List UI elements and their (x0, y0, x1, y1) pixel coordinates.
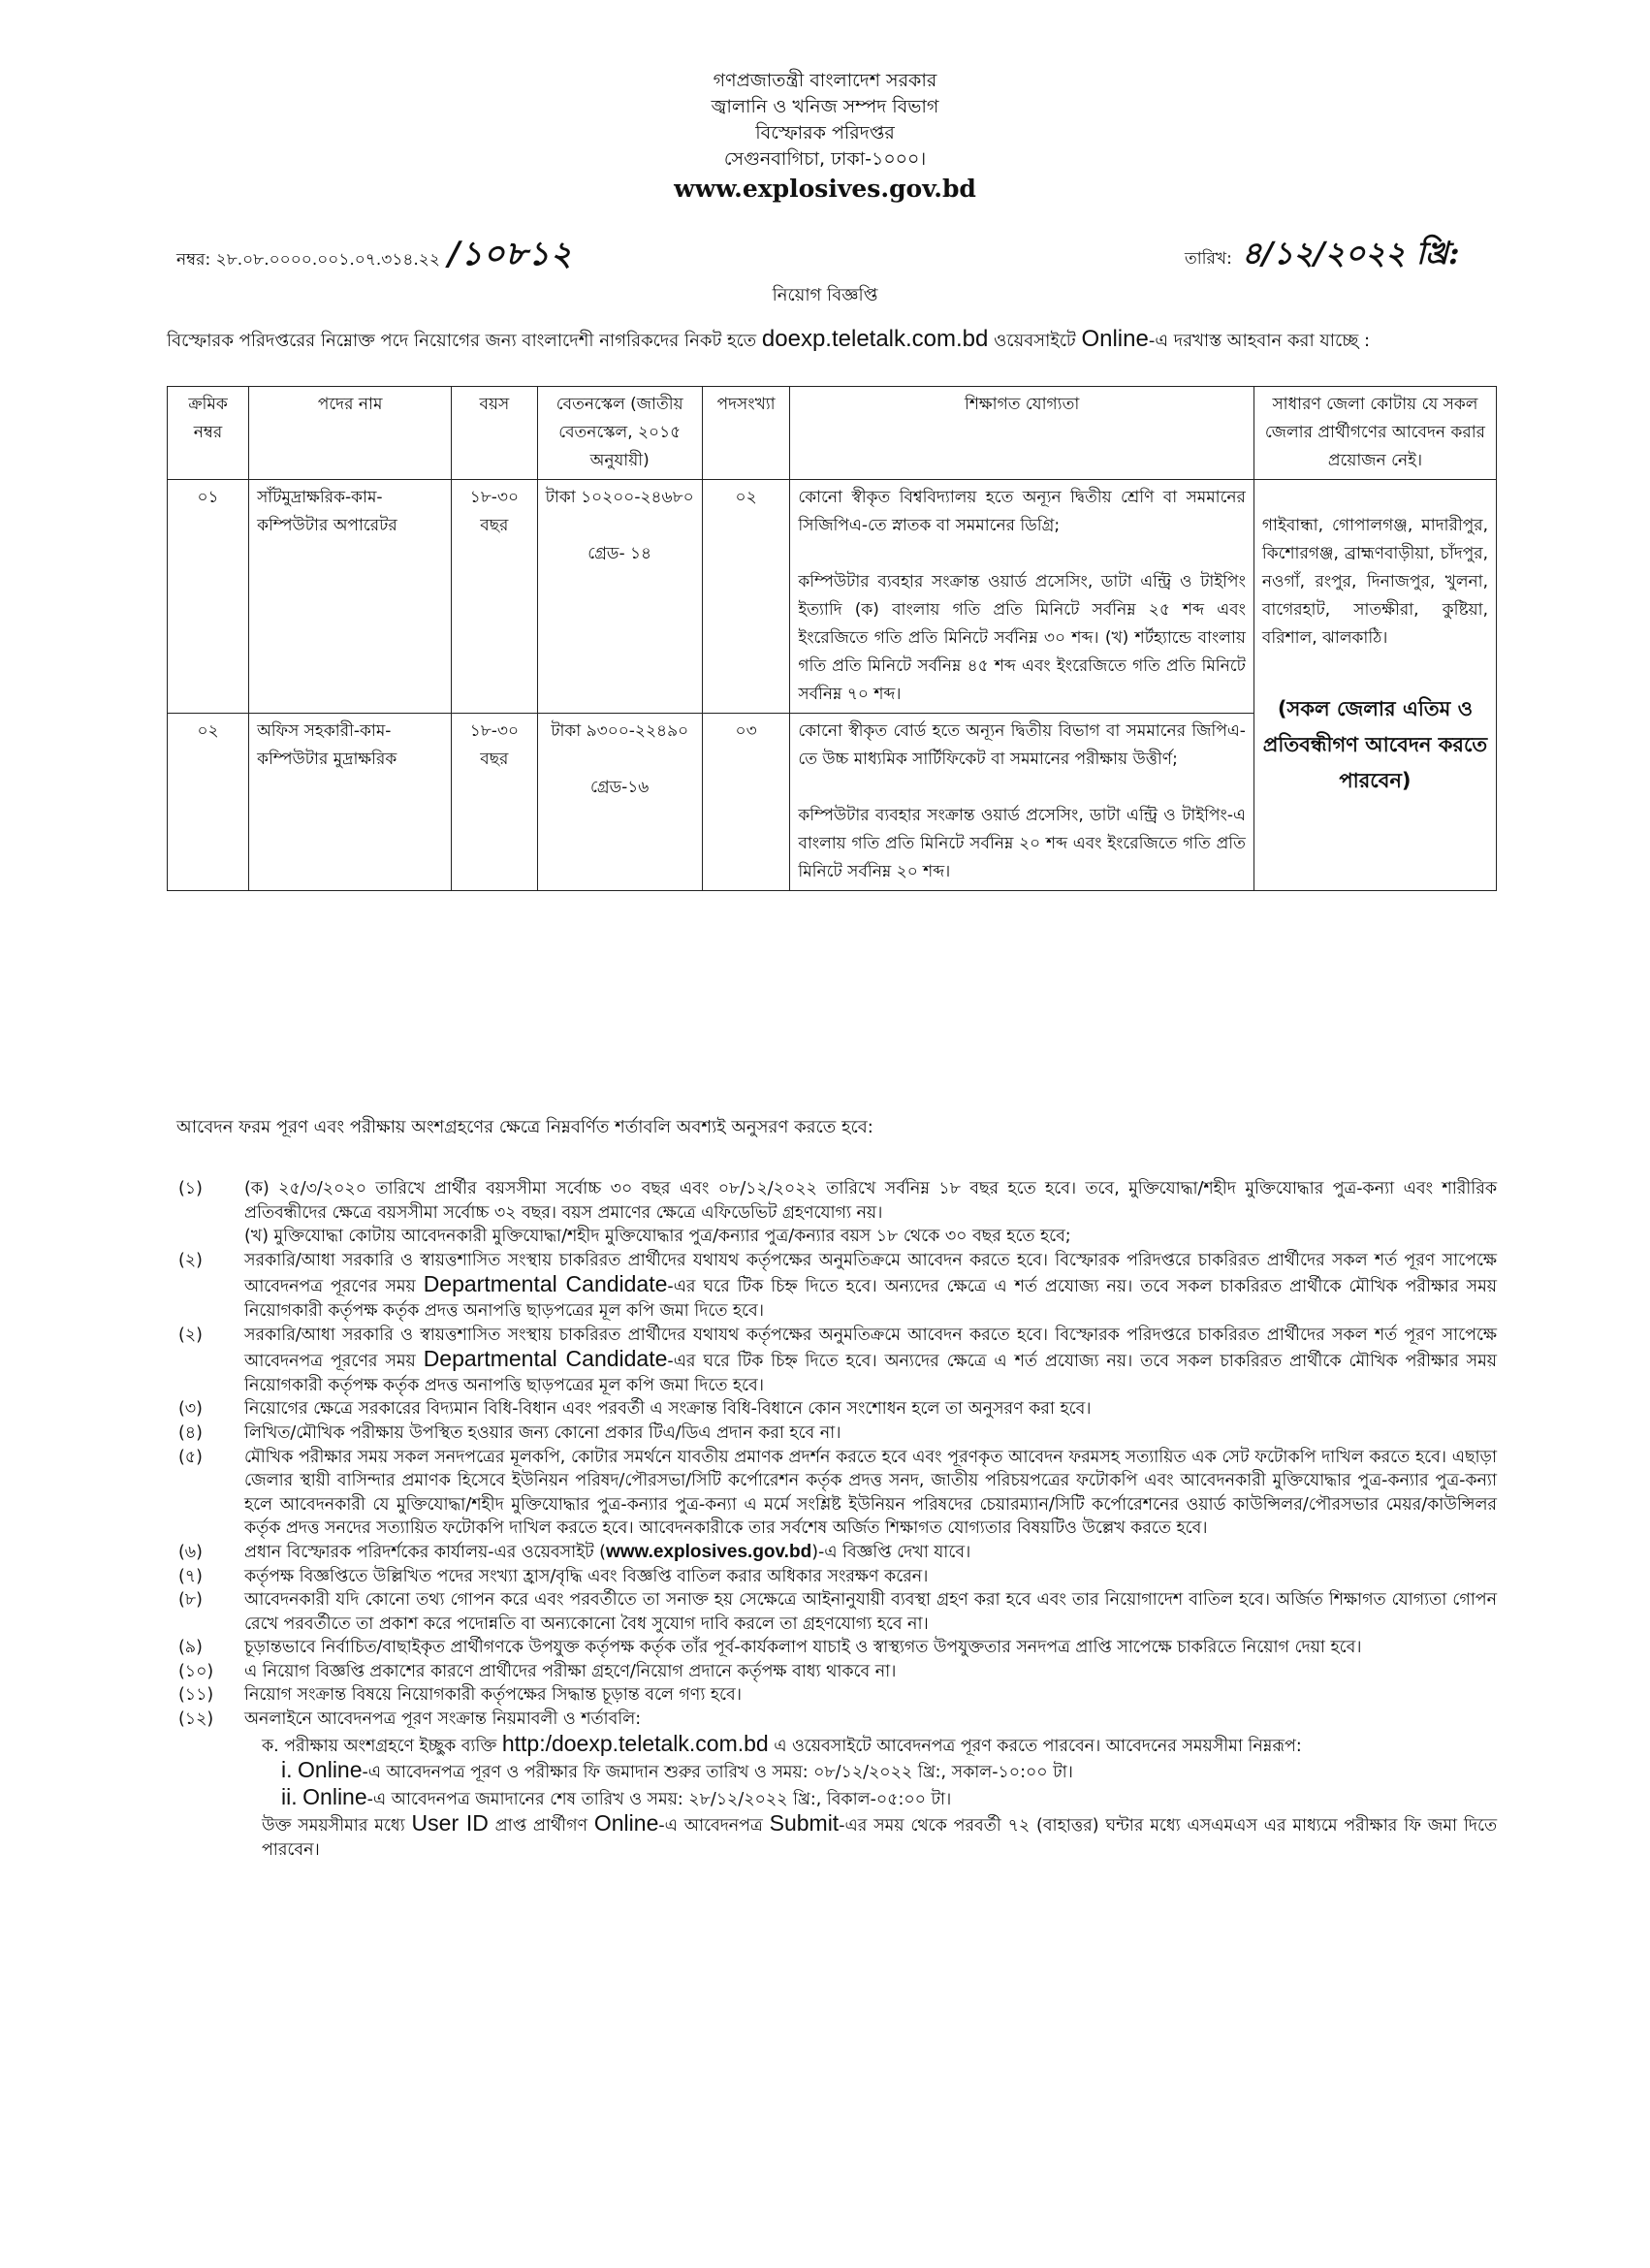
condition-6-pre: প্রধান বিস্ফোরক পরিদর্শকের কার্যালয়-এর ওয়েবসাইট ( (244, 1542, 606, 1562)
quota-note: (সকল জেলার এতিম ও প্রতিবন্ধীগণ আবেদন করতে পারবেন) (1262, 697, 1488, 792)
explosives-website-link[interactable]: www.explosives.gov.bd (605, 1541, 812, 1562)
col-quota: সাধারণ জেলা কোটায় যে সকল জেলার প্রার্থীগণের আবেদন করার প্রয়োজন নেই। (1253, 387, 1496, 480)
condition-number: (১১) (178, 1685, 214, 1706)
memo-label: নম্বর: ২৮.০৮.০০০০.০০১.০৭.৩১৪.২২ (176, 250, 440, 270)
memo-number (176, 229, 573, 284)
condition-item (167, 1636, 1497, 1660)
division-name: জ্বালানি ও খনিজ সম্পদ বিভাগ (711, 96, 939, 117)
condition-number: (৯) (178, 1638, 203, 1658)
row-qualification-cell (790, 480, 1254, 714)
ka-pre: ক. পরীক্ষায় অংশগ্রহণে ইচ্ছুক ব্যক্তি (262, 1736, 502, 1756)
quota-districts: গাইবান্ধা, গোপালগঞ্জ, মাদারীপুর, কিশোরগঞ্জ, ব্রাহ্মণবাড়ীয়া, চাঁদপুর, নওগাঁ, রংপুর, দিনাজপুর, খুলনা, বাগেরহাট, সাতক্ষীরা, কুষ্টিয়া, বরিশাল, ঝালকাঠি। (1261, 516, 1488, 648)
col-post: পদের নাম (249, 387, 452, 480)
table-header-row (168, 387, 1497, 480)
condition-item (167, 1397, 1497, 1421)
letterhead (0, 68, 1650, 206)
condition-12-ii (244, 1785, 1497, 1812)
intro-mid: ওয়েবসাইটে (988, 331, 1082, 351)
u-submit: Submit (769, 1810, 840, 1837)
condition-text: মৌখিক পরীক্ষার সময় সকল সনদপত্রের মূলকপি, কোটার সমর্থনে যাবতীয় প্রমাণক প্রদর্শন করতে হবে এবং পূরণকৃত আবেদন ফরমসহ সত্যায়িত এক সেট ফটোকপি দাখিল করতে হবে। এছাড়া জেলার স্থায়ী বাসিন্দার প্রমাণক হিসেবে ইউনিয়ন পরিষদ/পৌরসভা/সিটি কর্পোরেশন কর্তৃক প্রদত্ত সনদ, জাতীয় পরিচয়পত্রের ফটোকপি এবং আবেদনকারী মুক্তিযোদ্ধার পুত্র-কন্যার পুত্র-কন্যা হলে আবেদনকারী যে মুক্তিযোদ্ধা/শহীদ মুক্তিযোদ্ধার পুত্র-কন্যার পুত্র-কন্যা এ মর্মে সংশ্লিষ্ট ইউনিয়ন পরিষদের চেয়ারম্যান/সিটি কর্পোরেশনের ওয়ার্ড কাউন্সিলর/পৌরসভার মেয়র/কাউন্সিলর কর্তৃক প্রদত্ত সনদের সত্যায়িত ফটোকপি দাখিল করতে হবে। আবেদনকারীকে তার সর্বশেষ অর্জিত শিক্ষাগত যোগ্যতার বিষয়টিও উল্লেখ করতে হবে। (244, 1447, 1497, 1539)
row-count: ০২ (702, 480, 790, 714)
condition-12-ka (244, 1732, 1497, 1759)
header-website: www.explosives.gov.bd (674, 175, 976, 203)
condition-number: (২) (178, 1325, 203, 1345)
teletalk-link[interactable]: http:/doexp.teletalk.com.bd (501, 1730, 769, 1756)
row-serial: ০১ (168, 480, 249, 714)
condition-number: (৫) (178, 1447, 203, 1467)
intro-pre: বিস্ফোরক পরিদপ্তরের নিম্নোক্ত পদে নিয়োগের জন্য বাংলাদেশী নাগরিকদের নিকট হতে (167, 331, 762, 351)
condition-number: (৬) (178, 1542, 203, 1562)
col-age: বয়স (452, 387, 537, 480)
condition-item (167, 1324, 1497, 1398)
condition-item (167, 1421, 1497, 1446)
condition-item (167, 1565, 1497, 1589)
row-qualification-1: কোনো স্বীকৃত বিশ্ববিদ্যালয় হতে অন্যূন দ্বিতীয় শ্রেণি বা সমমানের সিজিপিএ-তে স্নাতক বা সমমানের ডিগ্রি; (798, 488, 1246, 535)
condition-text: নিয়োগ সংক্রান্ত বিষয়ে নিয়োগকারী কর্তৃপক্ষের সিদ্ধান্ত চূড়ান্ত বলে গণ্য হবে। (244, 1685, 742, 1706)
u-mid2: -এ আবেদনপত্র (658, 1816, 770, 1837)
condition-2-post: -এর ঘরে টিক চিহ্ন দিতে হবে। অন্যদের ক্ষেত্রে এ শর্ত প্রযোজ্য নয়। তবে সকল চাকরিরত প্রার্থীকে মৌখিক পরীক্ষার সময় নিয়োগকারী কর্তৃপক্ষ কর্তৃক প্রদত্ত অনাপত্তি ছাড়পত্রের মূল কপি জমা দিতে হবে। (244, 1352, 1497, 1395)
row-post: সাঁটমুদ্রাক্ষরিক-কাম-কম্পিউটার অপারেটর (249, 480, 452, 714)
conditions-list (167, 1177, 1497, 1863)
date-handwritten: ৪/১২/২০২২ খ্রি: (1241, 235, 1460, 272)
row-scale: টাকা ৯৩০০-২২৪৯০ (551, 721, 689, 741)
col-count: পদসংখ্যা (702, 387, 790, 480)
condition-number: (৮) (178, 1590, 203, 1611)
condition-text (244, 1708, 1497, 1863)
row-qualification-cell (790, 714, 1254, 891)
quota-cell (1253, 480, 1496, 891)
roman-ii: ii. (281, 1783, 298, 1809)
condition-item (167, 1708, 1497, 1863)
condition-text: এ নিয়োগ বিজ্ঞপ্তি প্রকাশের কারণে প্রার্থীদের পরীক্ষা গ্রহণে/নিয়োগ প্রদানে কর্তৃপক্ষ বাধ্য থাকবে না। (244, 1661, 897, 1681)
ii-text: -এ আবেদনপত্র জমাদানের শেষ তারিখ ও সময়: ২৮/১২/২০২২ খ্রি:, বিকাল-০৫:০০ টা। (366, 1789, 952, 1809)
row-grade: গ্রেড- ১৪ (587, 544, 652, 563)
row-count: ০৩ (702, 714, 790, 891)
u-post: -এর সময় থেকে পরবর্তী ৭২ (বাহাত্তর) ঘন্টার মধ্যে এসএমএস এর মাধ্যমে পরীক্ষার ফি জমা দিতে পারবেন। (262, 1816, 1498, 1861)
col-qualification: শিক্ষাগত যোগ্যতা (790, 387, 1254, 480)
intro-site-link[interactable]: doexp.teletalk.com.bd (761, 326, 989, 352)
condition-item (167, 1588, 1497, 1636)
row-qualification-1: কোনো স্বীকৃত বোর্ড হতে অন্যূন দ্বিতীয় বিভাগ বা সমমানের জিপিএ-তে উচ্চ মাধ্যমিক সার্টিফিকেট বা সমমানের পরীক্ষায় উত্তীর্ণ; (798, 721, 1246, 769)
condition-2-post: -এর ঘরে টিক চিহ্ন দিতে হবে। অন্যদের ক্ষেত্রে এ শর্ত প্রযোজ্য নয়। তবে সকল চাকরিরত প্রার্থীকে মৌখিক পরীক্ষার সময় নিয়োগকারী কর্তৃপক্ষ কর্তৃক প্রদত্ত অনাপত্তি ছাড়পত্রের মূল কপি জমা দিতে হবে। (244, 1277, 1497, 1321)
condition-text: কর্তৃপক্ষ বিজ্ঞপ্তিতে উল্লিখিত পদের সংখ্যা হ্রাস/বৃদ্ধি এবং বিজ্ঞপ্তি বাতিল করার অধিকার সংরক্ষণ করেন। (244, 1566, 929, 1586)
table-row (168, 480, 1497, 714)
condition-number: (৪) (178, 1422, 203, 1443)
condition-12-userid (244, 1811, 1497, 1862)
condition-text (244, 1324, 1497, 1398)
condition-item (167, 1541, 1497, 1565)
condition-number: (১২) (178, 1709, 214, 1730)
condition-text: লিখিত/মৌখিক পরীক্ষায় উপস্থিত হওয়ার জন্য কোনো প্রকার টিএ/ডিএ প্রদান করা হবে না। (244, 1422, 841, 1443)
ii-online: Online (302, 1783, 367, 1809)
row-serial: ০২ (168, 714, 249, 891)
intro-paragraph (167, 325, 1495, 356)
notice-title: নিয়োগ বিজ্ঞপ্তি (772, 285, 878, 305)
row-scale-cell (537, 480, 702, 714)
row-age: ১৮-৩০ বছর (452, 714, 537, 891)
col-serial: ক্রমিক নম্বর (168, 387, 249, 480)
u-online: Online (593, 1810, 659, 1837)
roman-i: i. (281, 1757, 293, 1783)
date-label: তারিখ: (1185, 249, 1232, 269)
condition-6-post: )-এ বিজ্ঞপ্তি দেখা যাবে। (811, 1542, 971, 1562)
col-scale: বেতনস্কেল (জাতীয় বেতনস্কেল, ২০১৫ অনুযায়ী) (537, 387, 702, 480)
condition-item (167, 1446, 1497, 1541)
row-grade: গ্রেড-১৬ (589, 778, 650, 797)
departmental-candidate: Departmental Candidate (423, 1346, 668, 1372)
condition-number: (১০) (178, 1661, 214, 1681)
condition-2-pre: সরকারি/আধা সরকারি ও স্বায়ত্তশাসিত সংস্থায় চাকরিরত প্রার্থীদের যথাযথ কর্তৃপক্ষের অনুমতিক্রমে আবেদন করতে হবে। বিস্ফোরক পরিদপ্তরে চাকরিরত প্রার্থীদের সকল শর্ত পূরণ সাপেক্ষে আবেদনপত্র পূরণের সময় (244, 1250, 1497, 1297)
condition-item (167, 1660, 1497, 1684)
condition-text (244, 1177, 1497, 1249)
row-scale: টাকা ১০২০০-২৪৬৮০ (545, 488, 694, 507)
condition-item (167, 1249, 1497, 1324)
ka-post: এ ওয়েবসাইটে আবেদনপত্র পূরণ করতে পারবেন। আবেদনের সময়সীমা নিম্নরূপ: (768, 1736, 1302, 1756)
conditions-lead: আবেদন ফরম পূরণ এবং পরীক্ষায় অংশগ্রহণের ক্ষেত্রে নিম্নবর্ণিত শর্তাবলি অবশ্যই অনুসরণ করতে হবে: (176, 1117, 873, 1137)
u-userid: User ID (411, 1810, 489, 1837)
u-mid: প্রাপ্ত প্রার্থীগণ (488, 1816, 594, 1837)
row-qualification-2: কম্পিউটার ব্যবহার সংক্রান্ত ওয়ার্ড প্রসেসিং, ডাটা এন্ট্রি ও টাইপিং-এ বাংলায় গতি প্রতি মিনিটে সর্বনিম্ন ২০ শব্দ এবং ইংরেজিতে গতি প্রতি মিনিটে সর্বনিম্ন ২০ শব্দ। (798, 806, 1246, 881)
issue-date (1185, 229, 1460, 281)
condition-number: (৩) (178, 1399, 203, 1420)
condition-text (244, 1249, 1497, 1324)
row-post: অফিস সহকারী-কাম-কম্পিউটার মুদ্রাক্ষরিক (249, 714, 452, 891)
intro-online: Online (1081, 326, 1149, 352)
condition-item (167, 1683, 1497, 1708)
row-age: ১৮-৩০ বছর (452, 480, 537, 714)
department-name: বিস্ফোরক পরিদপ্তর (755, 122, 895, 144)
i-online: Online (298, 1757, 363, 1783)
row-qualification-2: কম্পিউটার ব্যবহার সংক্রান্ত ওয়ার্ড প্রসেসিং, ডাটা এন্ট্রি ও টাইপিং ইত্যাদি (ক) বাংলায় গতি প্রতি মিনিটে সর্বনিম্ন ২৫ শব্দ এবং ইংরেজিতে গতি প্রতি মিনিটে সর্বনিম্ন ৩০ শব্দ। (খ) শর্টহ্যান্ডে বাংলায় গতি প্রতি মিনিটে সর্বনিম্ন ৪৫ শব্দ এবং ইংরেজিতে গতি প্রতি মিনিটে সর্বনিম্ন ৭০ শব্দ। (798, 572, 1246, 704)
condition-text: আবেদনকারী যদি কোনো তথ্য গোপন করে এবং পরবর্তীতে তা সনাক্ত হয় সেক্ষেত্রে আইনানুযায়ী ব্যবস্থা গ্রহণ করা হবে এবং তার নিয়োগাদেশ বাতিল হবে। অর্জিত শিক্ষাগত যোগ্যতা গোপন রেখে পরবর্তীতে তা প্রকাশ করে পদোন্নতি বা অন্যকোনো বৈধ সুযোগ দাবি করলে তা গ্রহণযোগ্য হবে না। (244, 1590, 1497, 1634)
posts-table (167, 386, 1497, 891)
u-pre: উক্ত সময়সীমার মধ্যে (262, 1816, 412, 1837)
condition-12-title: অনলাইনে আবেদনপত্র পূরণ সংক্রান্ত নিয়মাবলী ও শর্তাবলি: (244, 1709, 642, 1730)
address: সেগুনবাগিচা, ঢাকা-১০০০। (723, 148, 927, 170)
departmental-candidate: Departmental Candidate (423, 1271, 668, 1297)
condition-text (244, 1541, 1497, 1565)
i-text: -এ আবেদনপত্র পূরণ ও পরীক্ষার ফি জমাদান শুরুর তারিখ ও সময়: ০৮/১২/২০২২ খ্রি:, সকাল-১০:০০ টা। (362, 1763, 1073, 1783)
intro-post: -এ দরখাস্ত আহবান করা যাচ্ছে : (1148, 331, 1371, 351)
condition-1-a: (ক) ২৫/৩/২০২০ তারিখে প্রার্থীর বয়সসীমা সর্বোচ্চ ৩০ বছর এবং ০৮/১২/২০২২ তারিখে সর্বনিম্ন ১৮ বছর হতে হবে। তবে, মুক্তিযোদ্ধা/শহীদ মুক্তিযোদ্ধার পুত্র-কন্যা এবং শারীরিক প্রতিবন্ধীদের ক্ষেত্রে বয়সসীমা সর্বোচ্চ ৩২ বছর। বয়স প্রমাণের ক্ষেত্রে এফিডেভিট গ্রহণযোগ্য নয়। (244, 1179, 1497, 1223)
condition-text: চূড়ান্তভাবে নির্বাচিত/বাছাইকৃত প্রার্থীগণকে উপযুক্ত কর্তৃপক্ষ কর্তৃক তাঁর পূর্ব-কার্যকলাপ যাচাই ও স্বাস্থ্যগত উপযুক্ততার সনদপত্র প্রাপ্তি সাপেক্ষে চাকরিতে নিয়োগ দেয়া হবে। (244, 1638, 1362, 1658)
memo-handwritten: /১০৮১২ (447, 235, 573, 273)
condition-number: (৭) (178, 1566, 203, 1586)
condition-12-i (244, 1758, 1497, 1785)
row-scale-cell (537, 714, 702, 891)
condition-number: (১) (178, 1179, 203, 1198)
govt-name: গণপ্রজাতন্ত্রী বাংলাদেশ সরকার (713, 70, 937, 91)
condition-1-b: (খ) মুক্তিযোদ্ধা কোটায় আবেদনকারী মুক্তিযোদ্ধা/শহীদ মুক্তিযোদ্ধার পুত্র/কন্যার পুত্র/কন্যার বয়স ১৮ থেকে ৩০ বছর হতে হবে; (244, 1227, 1071, 1247)
condition-number: (২) (178, 1250, 203, 1270)
condition-2-pre: সরকারি/আধা সরকারি ও স্বায়ত্তশাসিত সংস্থায় চাকরিরত প্রার্থীদের যথাযথ কর্তৃপক্ষের অনুমতিক্রমে আবেদন করতে হবে। বিস্ফোরক পরিদপ্তরে চাকরিরত প্রার্থীদের সকল শর্ত পূরণ সাপেক্ষে আবেদনপত্র পূরণের সময় (244, 1325, 1497, 1372)
condition-item (167, 1177, 1497, 1249)
condition-text: নিয়োগের ক্ষেত্রে সরকারের বিদ্যমান বিধি-বিধান এবং পরবর্তী এ সংক্রান্ত বিধি-বিধানে কোন সংশোধন হলে তা অনুসরণ করা হবে। (244, 1399, 1092, 1420)
